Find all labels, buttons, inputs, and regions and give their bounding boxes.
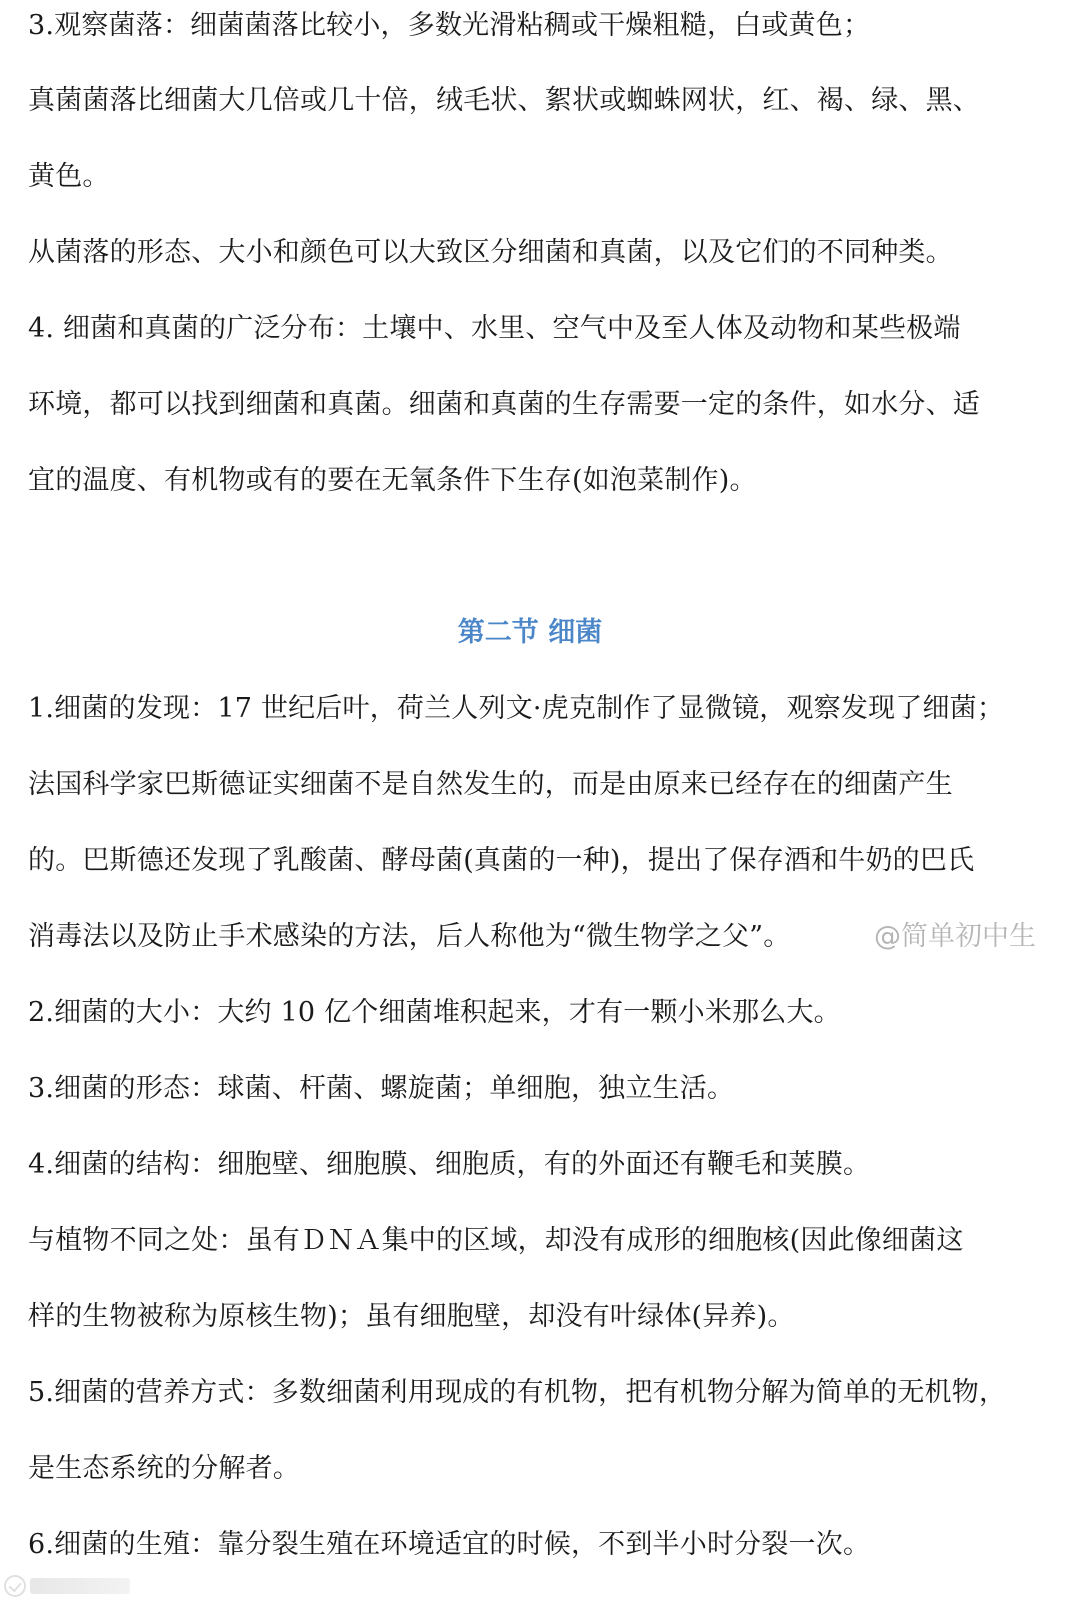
text-line-14: 4.细菌的结构：细胞壁、细胞膜、细胞质，有的外面还有鞭毛和荚膜。: [28, 1149, 871, 1180]
text-line-6: 环境，都可以找到细菌和真菌。细菌和真菌的生存需要一定的条件，如水分、适: [28, 389, 980, 420]
text-line-7: 宜的温度、有机物或有的要在无氧条件下生存(如泡菜制作)。: [28, 465, 757, 496]
text-line-19: 6.细菌的生殖：靠分裂生殖在环境适宜的时候，不到半小时分裂一次。: [28, 1529, 871, 1560]
text-line-13: 3.细菌的形态：球菌、杆菌、螺旋菌；单细胞，独立生活。: [28, 1073, 735, 1104]
text-line-5: 4. 细菌和真菌的广泛分布：土壤中、水里、空气中及至人体及动物和某些极端: [28, 313, 961, 344]
corner-watermark-logo: [4, 1575, 130, 1597]
text-line-12: 2.细菌的大小：大约 10 亿个细菌堆积起来，才有一颗小米那么大。: [28, 997, 841, 1028]
text-line-8: 1.细菌的发现：17 世纪后叶，荷兰人列文·虎克制作了显微镜，观察发现了细菌；: [28, 693, 1005, 724]
text-line-17: 5.细菌的营养方式：多数细菌利用现成的有机物，把有机物分解为简单的无机物，: [28, 1377, 1007, 1408]
text-line-9: 法国科学家巴斯德证实细菌不是自然发生的，而是由原来已经存在的细菌产生: [28, 769, 953, 800]
watermark-text: @简单初中生: [874, 921, 1036, 952]
logo-wordmark: [30, 1578, 130, 1594]
text-line-11: 消毒法以及防止手术感染的方法，后人称他为“微生物学之父”。: [28, 921, 791, 952]
section-title: 第二节 细菌: [457, 617, 603, 648]
text-line-2: 真菌菌落比细菌大几倍或几十倍，绒毛状、絮状或蜘蛛网状，红、褐、绿、黑、: [28, 85, 980, 116]
logo-icon: [4, 1575, 26, 1597]
text-line-18: 是生态系统的分解者。: [28, 1453, 300, 1484]
text-line-16: 样的生物被称为原核生物)；虽有细胞壁，却没有叶绿体(异养)。: [28, 1301, 795, 1332]
text-line-10: 的。巴斯德还发现了乳酸菌、酵母菌(真菌的一种)，提出了保存酒和牛奶的巴氏: [28, 845, 975, 876]
text-line-3: 黄色。: [28, 161, 110, 192]
text-line-15: 与植物不同之处：虽有ＤＮＡ集中的区域，却没有成形的细胞核(因此像细菌这: [28, 1225, 964, 1256]
text-line-1: 3.观察菌落：细菌菌落比较小，多数光滑粘稠或干燥粗糙，白或黄色；: [28, 10, 871, 41]
text-line-4: 从菌落的形态、大小和颜色可以大致区分细菌和真菌，以及它们的不同种类。: [28, 237, 953, 268]
